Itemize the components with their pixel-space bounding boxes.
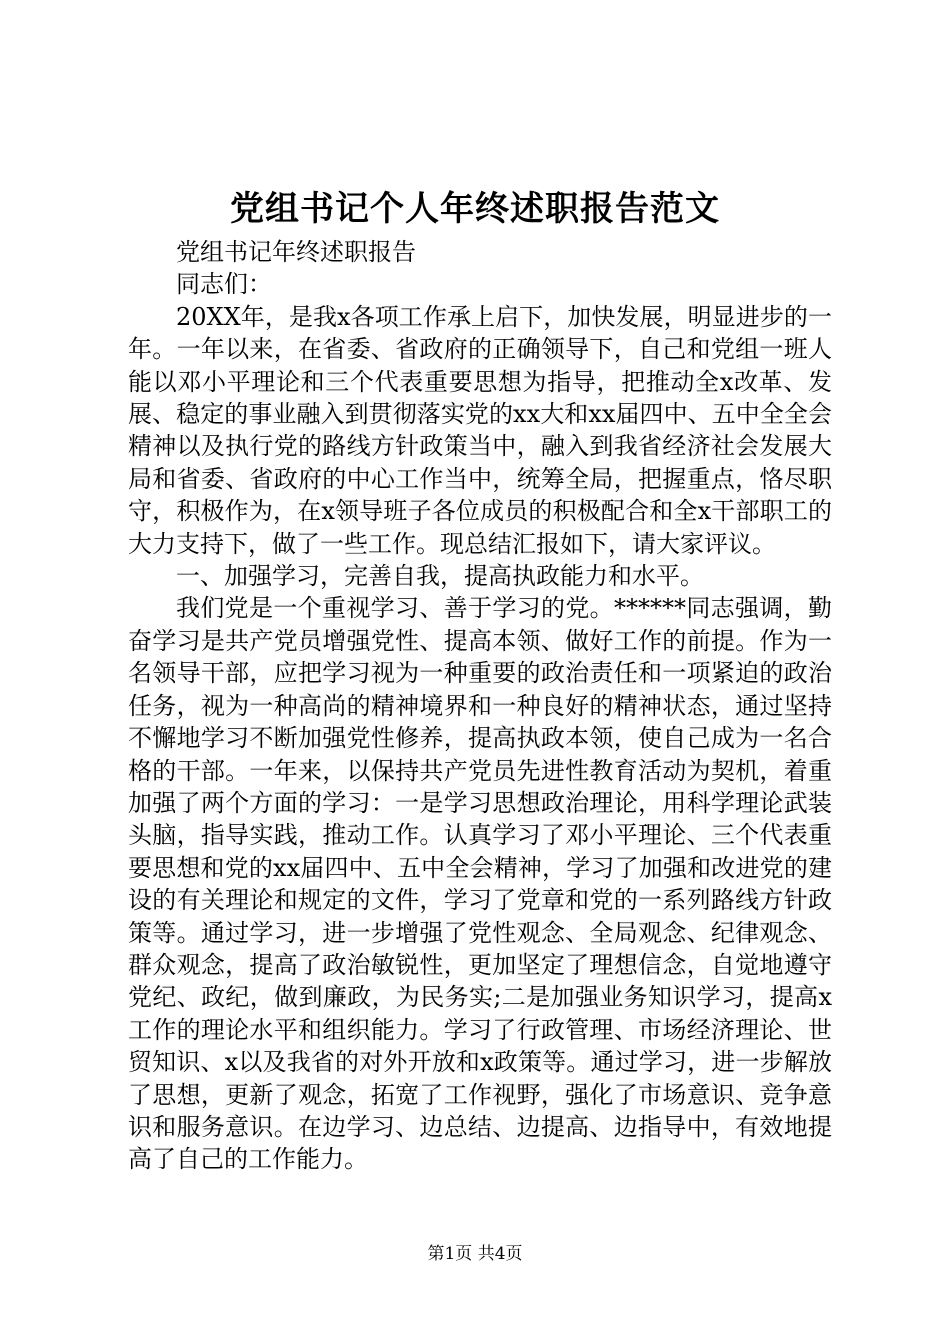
subtitle-paragraph: 党组书记年终述职报告 [176,238,416,266]
section-heading: 一、加强学习，完善自我，提高执政能力和水平。 [176,562,704,591]
intro-paragraph: 20XX年，是我x各项工作承上启下，加快发展，明显进步的一年。一年以来，在省委、省政府的正确领导下，自己和党组一班人能以邓小平理论和三个代表重要思想为指导，把推动全x改革、发展、稳定的事业融入到贯彻落实党的xx大和xx届四中、五中全全会精神以及执行党的路线方针政策当中，融入到我省经济社会发展大局和省委、省政府的中心工作当中，统筹全局，把握重点，恪尽职守，积极作为，在x领导班子各位成员的积极配合和全x干部职工的大力支持下，做了一些工作。现总结汇报如下，请大家评议。 [128,302,832,558]
section-paragraph: 我们党是一个重视学习、善于学习的党。******同志强调，勤奋学习是共产党员增强党性、提高本领、做好工作的前提。作为一名领导干部，应把学习视为一种重要的政治责任和一项紧迫的政治任务，视为一种高尚的精神境界和一种良好的精神状态，通过坚持不懈地学习不断加强党性修养，提高执政本领，使自己成为一名合格的干部。一年来，以保持共产党员先进性教育活动为契机，着重加强了两个方面的学习：一是学习思想政治理论，用科学理论武装头脑，指导实践，推动工作。认真学习了邓小平理论、三个代表重要思想和党的xx届四中、五中全会精神，学习了加强和改进党的建设的有关理论和规定的文件，学习了党章和党的一系列路线方针政策等。通过学习，进一步增强了党性观念、全局观念、纪律观念、群众观念，提高了政治敏锐性，更加坚定了理想信念，自觉地遵守党纪、政纪，做到廉政，为民务实;二是加强业务知识学习，提高x工作的理论水平和组织能力。学习了行政管理、市场经济理论、世贸知识、x以及我省的对外开放和x政策等。通过学习，进一步解放了思想，更新了观念，拓宽了工作视野，强化了市场意识、竞争意识和服务意识。在边学习、边总结、边提高、边指导中，有效地提高了自己的工作能力。 [128,594,832,1174]
document-title: 党组书记个人年终述职报告范文 [230,189,720,229]
salutation-paragraph: 同志们： [176,270,272,299]
page-number-footer: 第1页 共4页 [427,1244,523,1264]
document-body [128,236,832,1176]
